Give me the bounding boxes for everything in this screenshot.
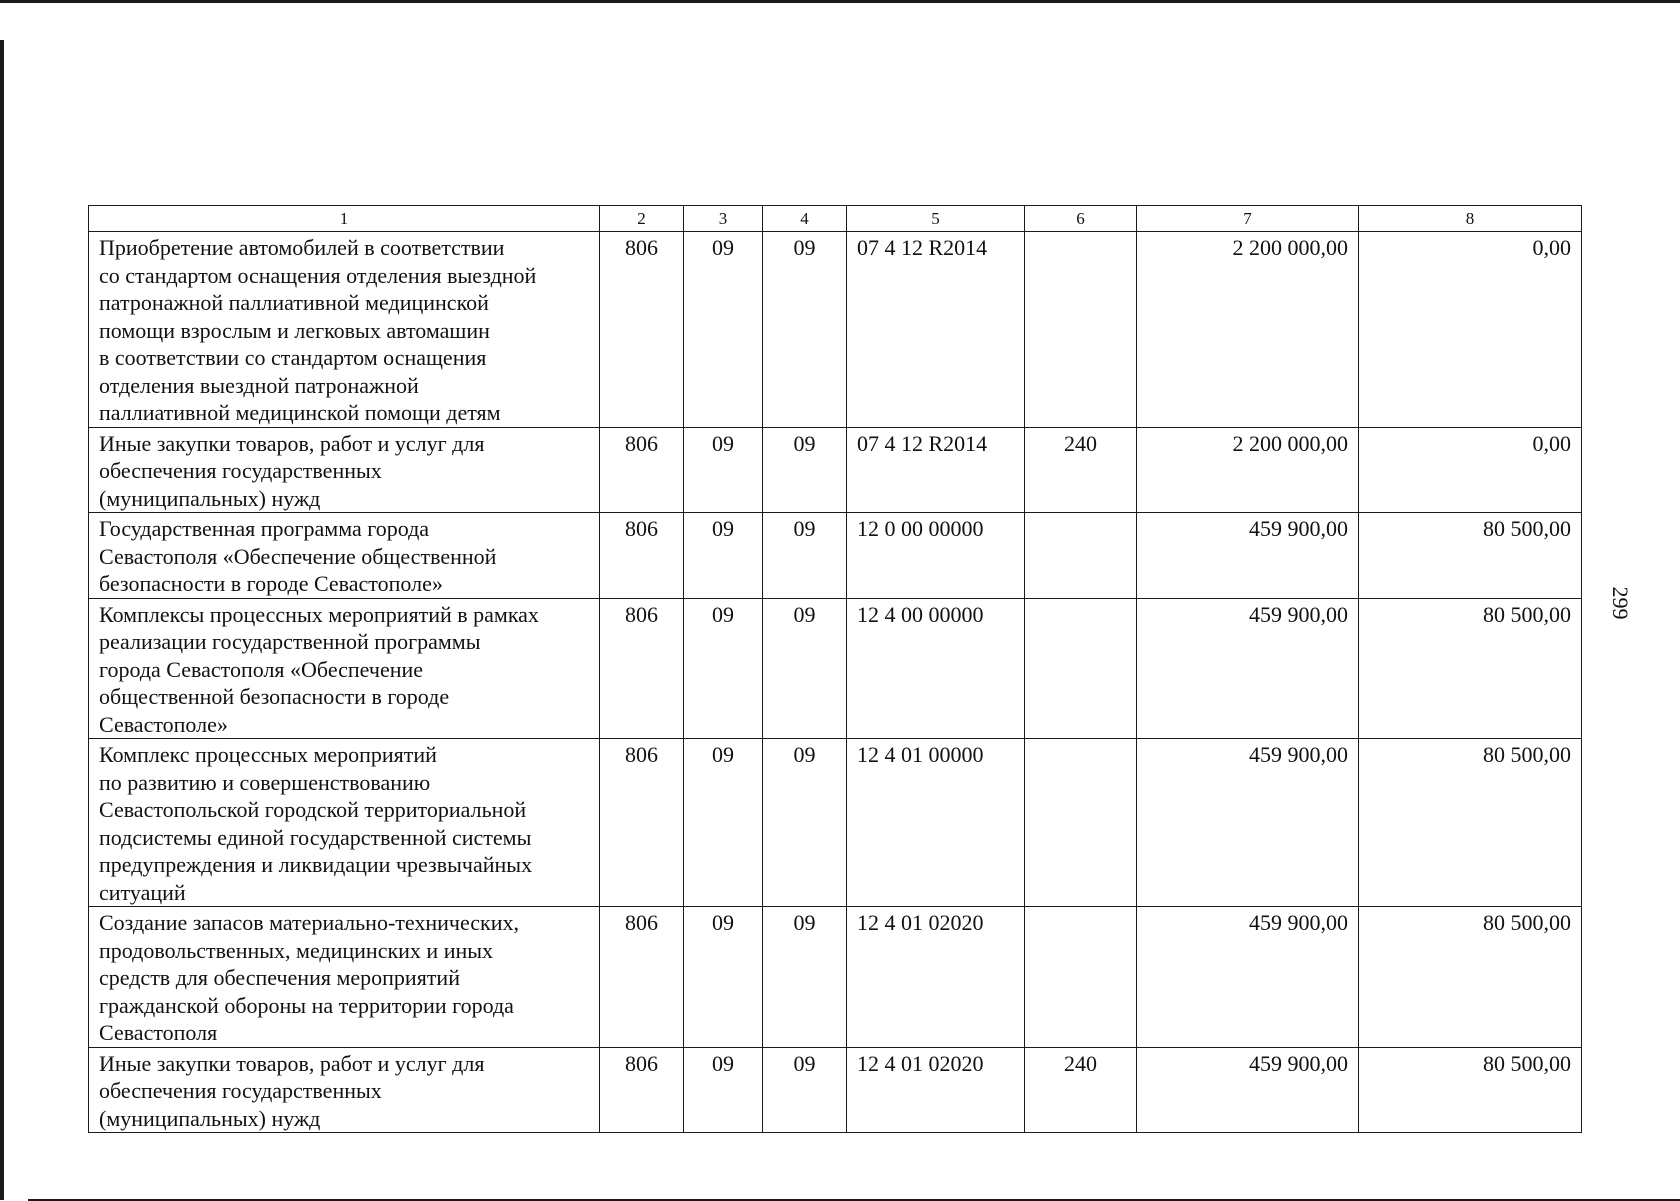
name-line: по развитию и совершенствованию: [99, 769, 431, 795]
name-line: (муниципальных) нужд: [99, 1105, 321, 1131]
column-header: 3: [684, 206, 763, 232]
column-header: 8: [1359, 206, 1582, 232]
name-line: предупреждения и ликвидации чрезвычайных: [99, 852, 533, 877]
section-code-cell: 09: [684, 427, 763, 513]
name-line: помощи взрослым и легковых автомашин: [99, 317, 490, 343]
expense-type-cell: [1025, 907, 1137, 1048]
name-line: гражданской обороны на территории города: [99, 992, 514, 1018]
expense-type-cell: 240: [1025, 427, 1137, 513]
name-line: обеспечения государственных: [99, 458, 382, 483]
target-article-cell: 07 4 12 R2014: [847, 232, 1025, 428]
expense-name-cell: [89, 739, 600, 907]
scan-border-top: [0, 0, 1680, 3]
section-code-cell: 09: [684, 232, 763, 428]
column-header: 2: [600, 206, 684, 232]
name-line: Севастополя «Обеспечение общественной: [99, 543, 497, 569]
name-line: ситуаций: [99, 879, 186, 905]
amount-cell: 80 500,00: [1359, 513, 1582, 599]
table-row: [89, 513, 1582, 599]
table-row: [89, 907, 1582, 1048]
name-line: отделения выездной патронажной: [99, 372, 419, 398]
ministry-code-cell: 806: [600, 232, 684, 428]
section-code-cell: 09: [684, 907, 763, 1048]
section-code-cell: 09: [684, 598, 763, 739]
name-line: патронажной паллиативной медицинской: [99, 290, 489, 315]
name-line: безопасности в городе Севастополе»: [99, 571, 443, 596]
section-code-cell: 09: [684, 739, 763, 907]
expense-type-cell: [1025, 739, 1137, 907]
scan-border-left: [0, 40, 4, 1200]
ministry-code-cell: 806: [600, 513, 684, 599]
budget-table: [88, 205, 1582, 1133]
table-row: [89, 1047, 1582, 1133]
name-line: Севастополе»: [99, 711, 228, 737]
name-line: Иные закупки товаров, работ и услуг для: [99, 1050, 485, 1076]
name-line: Создание запасов материально-технических,: [99, 910, 520, 935]
expense-name-cell: [89, 1047, 600, 1133]
name-line: Севастопольской городской территориальной: [99, 797, 527, 822]
amount-cell: 459 900,00: [1137, 739, 1359, 907]
name-line: реализации государственной программы: [99, 629, 481, 654]
expense-name-cell: [89, 598, 600, 739]
target-article-cell: 12 4 00 00000: [847, 598, 1025, 739]
subsection-code-cell: 09: [763, 1047, 847, 1133]
name-line: Приобретение автомобилей в соответствии: [99, 235, 505, 260]
name-line: Севастополя: [99, 1020, 218, 1045]
name-line: Комплексы процессных мероприятий в рамках: [99, 601, 539, 627]
subsection-code-cell: 09: [763, 739, 847, 907]
amount-cell: 459 900,00: [1137, 907, 1359, 1048]
expense-name-cell: [89, 907, 600, 1048]
subsection-code-cell: 09: [763, 427, 847, 513]
table-body: [89, 232, 1582, 1133]
amount-cell: 2 200 000,00: [1137, 427, 1359, 513]
target-article-cell: 12 4 01 00000: [847, 739, 1025, 907]
name-line: Государственная программа города: [99, 516, 430, 541]
name-line: общественной безопасности в городе: [99, 684, 450, 709]
expense-type-cell: 240: [1025, 1047, 1137, 1133]
table-row: [89, 427, 1582, 513]
amount-cell: 0,00: [1359, 427, 1582, 513]
ministry-code-cell: 806: [600, 427, 684, 513]
expense-name-cell: [89, 513, 600, 599]
ministry-code-cell: 806: [600, 1047, 684, 1133]
amount-cell: 459 900,00: [1137, 513, 1359, 599]
amount-cell: 80 500,00: [1359, 739, 1582, 907]
name-line: подсистемы единой государственной системы: [99, 824, 532, 850]
name-line: Иные закупки товаров, работ и услуг для: [99, 430, 485, 456]
subsection-code-cell: 09: [763, 513, 847, 599]
ministry-code-cell: 806: [600, 739, 684, 907]
target-article-cell: 07 4 12 R2014: [847, 427, 1025, 513]
column-header: 7: [1137, 206, 1359, 232]
expense-name-cell: [89, 232, 600, 428]
target-article-cell: 12 0 00 00000: [847, 513, 1025, 599]
name-line: обеспечения государственных: [99, 1078, 382, 1103]
name-line: (муниципальных) нужд: [99, 485, 321, 511]
target-article-cell: 12 4 01 02020: [847, 907, 1025, 1048]
ministry-code-cell: 806: [600, 598, 684, 739]
amount-cell: 459 900,00: [1137, 1047, 1359, 1133]
name-line: продовольственных, медицинских и иных: [99, 937, 494, 963]
amount-cell: 80 500,00: [1359, 1047, 1582, 1133]
amount-cell: 80 500,00: [1359, 598, 1582, 739]
page-number: 299: [1608, 586, 1633, 620]
name-line: города Севастополя «Обеспечение: [99, 656, 424, 682]
amount-cell: 2 200 000,00: [1137, 232, 1359, 428]
amount-cell: 0,00: [1359, 232, 1582, 428]
name-line: со стандартом оснащения отделения выездной: [99, 262, 537, 288]
header-row: [89, 206, 1582, 232]
name-line: Комплекс процессных мероприятий: [99, 742, 437, 767]
column-header: 1: [89, 206, 600, 232]
subsection-code-cell: 09: [763, 232, 847, 428]
name-line: средств для обеспечения мероприятий: [99, 965, 460, 990]
section-code-cell: 09: [684, 1047, 763, 1133]
target-article-cell: 12 4 01 02020: [847, 1047, 1025, 1133]
expense-type-cell: [1025, 598, 1137, 739]
table-row: [89, 598, 1582, 739]
name-line: паллиативной медицинской помощи детям: [99, 400, 501, 425]
ministry-code-cell: 806: [600, 907, 684, 1048]
table-row: [89, 232, 1582, 428]
amount-cell: 80 500,00: [1359, 907, 1582, 1048]
column-header: 5: [847, 206, 1025, 232]
section-code-cell: 09: [684, 513, 763, 599]
name-line: в соответствии со стандартом оснащения: [99, 345, 487, 370]
expense-type-cell: [1025, 513, 1137, 599]
expense-name-cell: [89, 427, 600, 513]
expense-type-cell: [1025, 232, 1137, 428]
amount-cell: 459 900,00: [1137, 598, 1359, 739]
column-header: 4: [763, 206, 847, 232]
subsection-code-cell: 09: [763, 598, 847, 739]
table-row: [89, 739, 1582, 907]
column-header: 6: [1025, 206, 1137, 232]
subsection-code-cell: 09: [763, 907, 847, 1048]
